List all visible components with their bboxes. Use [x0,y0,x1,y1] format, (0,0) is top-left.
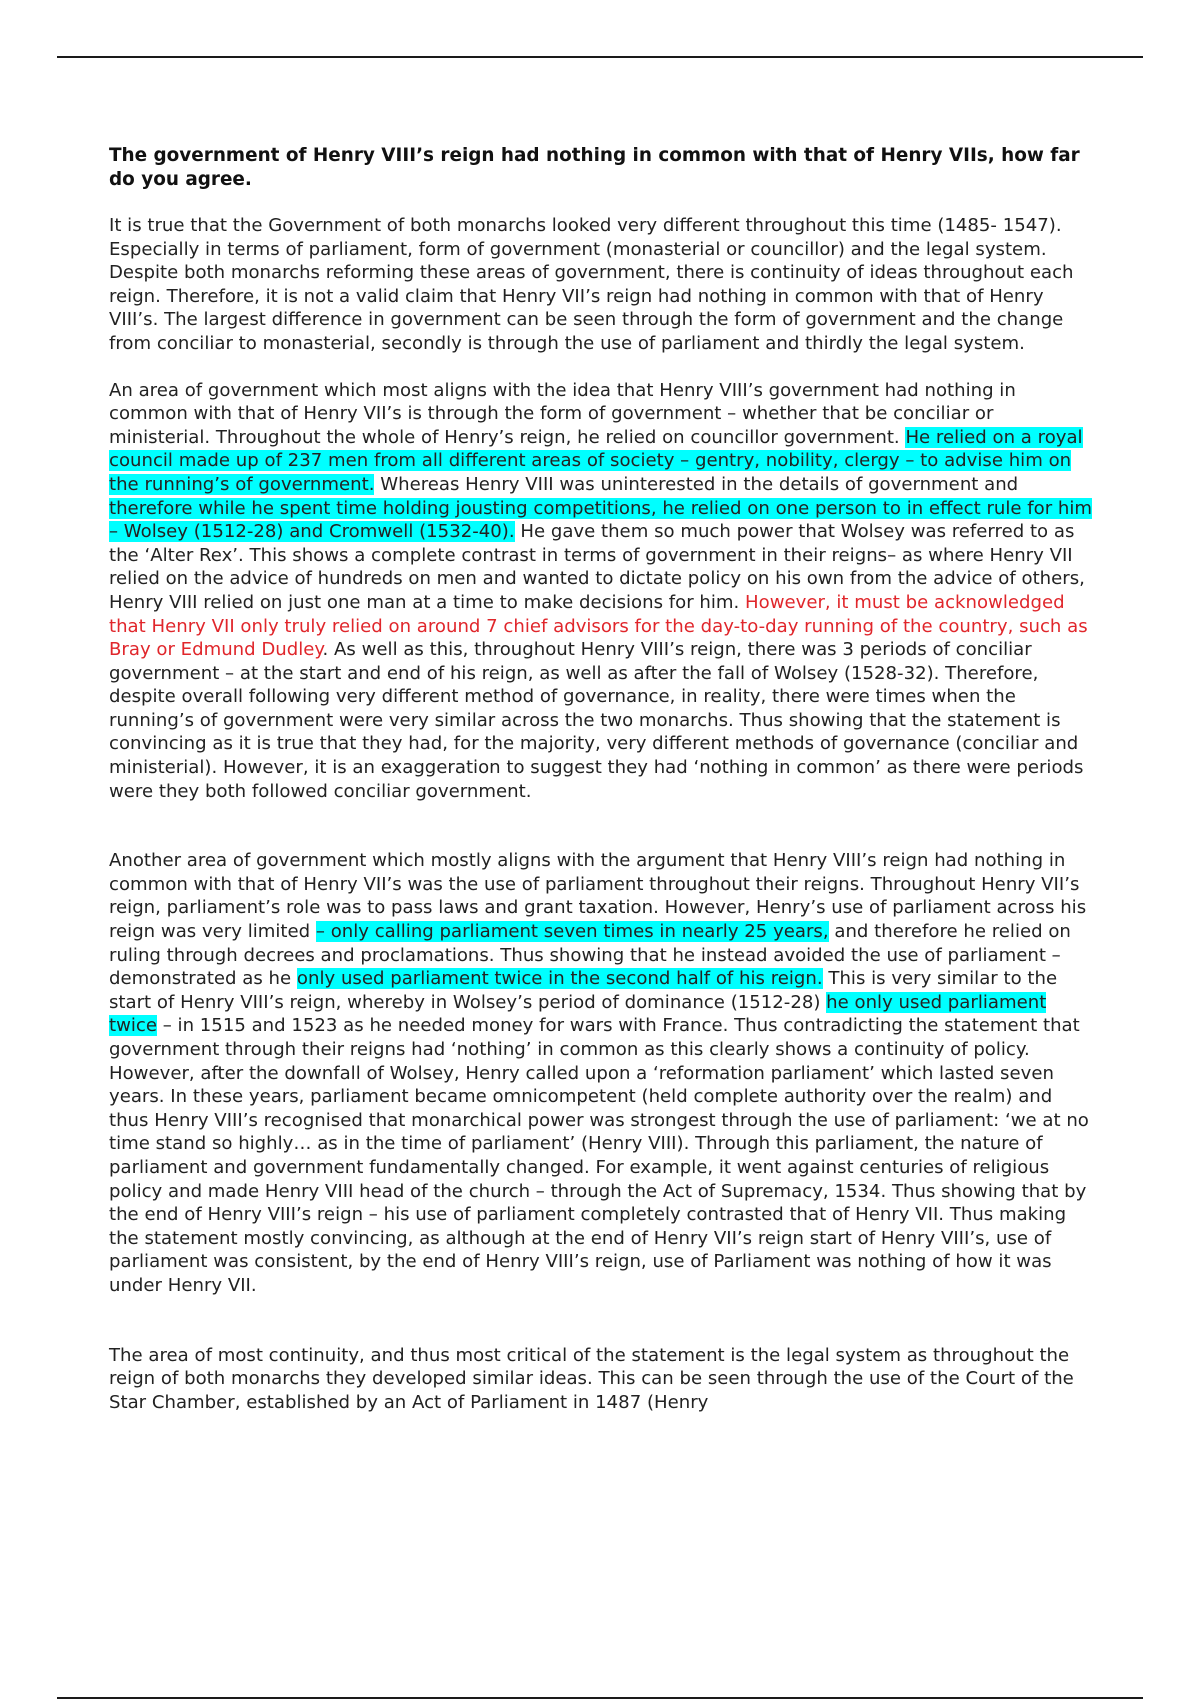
p2-text-d: – in 1515 and 1523 as he needed money for wars with France. Thus contradicting the statement that government through their reigns had ‘nothing’ in common as this clearly shows a continuity of policy. However, after the downfall of Wolsey, Henry called upon a ‘reformation parliament’ which lasted seven years. In these years, parliament became omnicompetent (held complete authority over the realm) and thus Henry VIII’s recognised that monarchical power was strongest through the use of parliament: ‘we at no time stand so highly… as in the time of parliament’ (Henry VIII). Through this parliament, the nature of parliament and government fundamentally changed. For example, it went against centuries of religious policy and made Henry VIII head of the church – through the Act of Supremacy, 1534. Thus showing that by the end of Henry VIII’s reign – his use of parliament completely contrasted that of Henry VII. Thus making the statement mostly convincing, as although at the end of Henry VII’s reign start of Henry VIII’s, use of parliament was consistent, by the end of Henry VIII’s reign, use of Parliament was nothing of how it was under Henry VII. [109,1015,1089,1296]
p1-red-text: However, it must be acknowledged that Henry VII only truly relied on around 7 chief advisors for the day-to-day running of the country, such as Bray or Edmund Dudley [109,591,1088,661]
p2-highlight-1: – only calling parliament seven times in nearly 25 years, [315,921,829,943]
p1-text-b: Whereas Henry VIII was uninterested in the details of government and [374,473,1019,495]
p2-highlight-3: he only used parliament twice [109,991,1047,1037]
essay-title: The government of Henry VIII’s reign had nothing in common with that of Henry VIIs, how far do you agree. [109,145,1080,190]
paragraph-parliament [109,849,1094,1297]
p1-text-c: He gave them so much power that Wolsey was referred to as the ‘Alter Rex’. This shows a complete contrast in terms of government in their reigns– as where Henry VII relied on the advice of hundreds on men and wanted to dictate policy on his own from the advice of others, Henry VIII relied on just one man at a time to make decisions for him. [109,521,1085,613]
p1-highlight-1: He relied on a royal council made up of 237 men from all different areas of society – gentry, nobility, clergy – to advise him on the running’s of government. [109,426,1083,495]
p2-text-a: Another area of government which mostly aligns with the argument that Henry VIII’s reign had nothing in common with that of Henry VII’s was the use of parliament throughout their reigns. Throughout Henry VII’s reign, parliament’s role was to pass laws and grant taxation. However, Henry’s use of parliament across his reign was very limited [109,850,1087,943]
intro-paragraph: It is true that the Government of both monarchs looked very different throughout this time (1485- 1547). Especially in terms of parliament, form of government (monasterial or councillor) and the legal system. Despite both monarchs reforming these areas of government, there is continuity of ideas throughout each reign. Therefore, it is not a valid claim that Henry VII’s reign had nothing in common with that of Henry VIII’s. The largest difference in government can be seen through the form of government and the change from conciliar to monasterial, secondly is through the use of parliament and thirdly the legal system. [109,215,1074,354]
footer-rule [57,1697,1143,1699]
p1-text-d: . As well as this, throughout Henry VIII’s reign, there was 3 periods of conciliar government – at the start and end of his reign, as well as after the fall of Wolsey (1528-32). Therefore, despite overall following very different method of governance, in reality, there were times when the running’s of government were very similar across the two monarchs. Thus showing that the statement is convincing as it is true that they had, for the majority, very different methods of governance (conciliar and ministerial). However, it is an exaggeration to suggest they had ‘nothing in common’ as there were periods were they both followed conciliar government. [109,639,1084,802]
p1-text-a: An area of government which most aligns with the idea that Henry VIII’s government had nothing in common with that of Henry VII’s is through the form of government – whether that be conciliar or ministerial. Throughout the whole of Henry’s reign, he relied on councillor government. [109,379,1016,448]
paragraph-legal-system: The area of most continuity, and thus most critical of the statement is the legal system as throughout the reign of both monarchs they developed similar ideas. This can be seen through the use of the Court of the Star Chamber, established by an Act of Parliament in 1487 (Henry [109,1344,1074,1413]
document-body [109,144,1094,1437]
header-rule [57,56,1143,58]
p1-highlight-2: therefore while he spent time holding jousting competitions, he relied on one person to in effect rule for him – Wolsey (1512-28) and Cromwell (1532-40). [109,497,1093,543]
p2-highlight-2: only used parliament twice in the second half of his reign. [296,968,823,990]
paragraph-form-of-government [109,379,1094,804]
p2-text-b: and therefore he relied on ruling through decrees and proclamations. Thus showing that he instead avoided the use of parliament – demonstrated as he [109,921,1071,990]
p2-text-c: This is very similar to the start of Henry VIII’s reign, whereby in Wolsey’s period of dominance (1512-28) [109,968,1058,1013]
